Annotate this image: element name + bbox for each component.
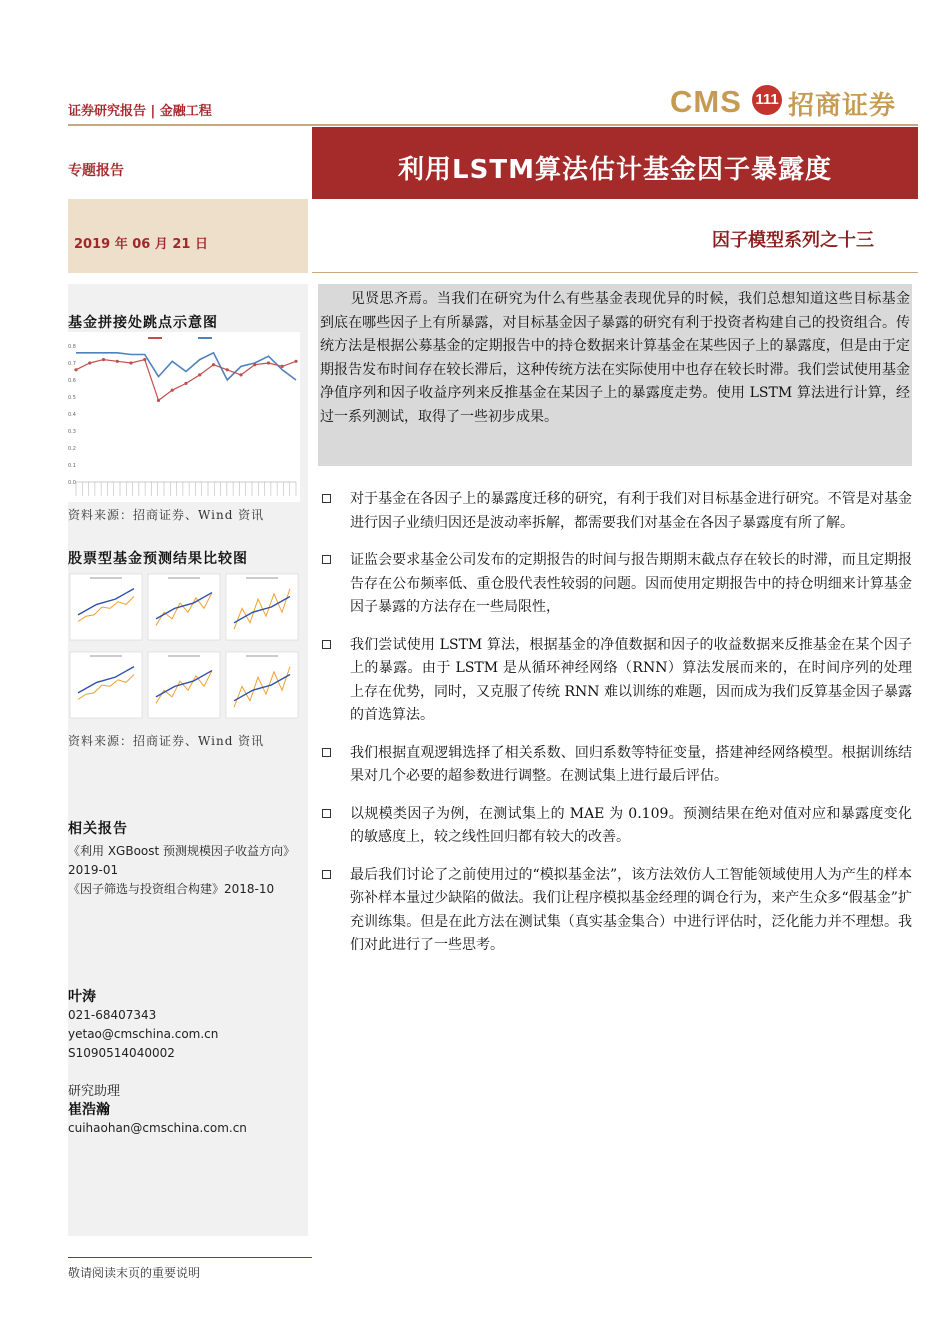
y-tick-label: 0.2 xyxy=(68,446,76,452)
series-point xyxy=(143,358,146,361)
related-report-1[interactable]: 《利用 XGBoost 预测规模因子收益方向》2019-01 xyxy=(68,844,296,877)
series-point xyxy=(157,399,160,402)
report-category: 证券研究报告 | 金融工程 xyxy=(68,104,212,119)
report-date: 2019 年 06 月 21 日 xyxy=(74,237,208,252)
bullet-item xyxy=(318,803,912,850)
chart1-source: 资料来源：招商证券、Wind 资讯 xyxy=(68,508,265,522)
panel-frame xyxy=(70,652,142,718)
y-tick-label: 0.6 xyxy=(68,378,76,384)
series-subtitle: 因子模型系列之十三 xyxy=(712,230,874,251)
analyst-name: 叶涛 xyxy=(68,989,96,1005)
title-banner xyxy=(312,127,918,199)
logo-badge-icon: 111 xyxy=(752,85,782,115)
bullet-text: 我们尝试使用 LSTM 算法，根据基金的净值数据和因子的收益数据来反推基金在某个因子上的暴露。由于 LSTM 是从循环神经网络（RNN）算法发展而来的，在时间序列的处理上存在优势，同时，又克服了传统 RNN 难以训练的难题，因而成为我们反算基金因子暴露的首选算法。 xyxy=(350,636,912,723)
header-divider xyxy=(68,124,918,126)
footer-divider xyxy=(68,1257,312,1258)
analyst-email[interactable]: yetao@cmschina.com.cn xyxy=(68,1027,219,1041)
assistant-title: 研究助理 xyxy=(68,1084,121,1099)
report-type-label: 专题报告 xyxy=(68,163,124,179)
series-point xyxy=(226,368,229,371)
bullet-item xyxy=(318,634,912,728)
series-point xyxy=(253,363,256,366)
prediction-panel xyxy=(226,652,298,718)
bullet-text: 最后我们讨论了之前使用过的“模拟基金法”，该方法效仿人工智能领域使用人为产生的样本弥补样本量过少缺陷的做法。我们让程序模拟基金经理的调仓行为，来产生众多“假基金”扩充训练集。但是在此方法在测试集（真实基金集合）中进行评估时，泛化能力并不理想。我们对此进行了一些思考。 xyxy=(350,866,912,953)
chart2-source: 资料来源：招商证券、Wind 资讯 xyxy=(68,734,265,748)
cms-logo xyxy=(668,82,918,120)
assistant-name: 崔浩瀚 xyxy=(68,1102,110,1118)
assistant-email[interactable]: cuihaohan@cmschina.com.cn xyxy=(68,1121,247,1135)
series-point xyxy=(281,365,284,368)
bullet-text: 证监会要求基金公司发布的定期报告的时间与报告期期末截点存在较长的时滞，而且定期报告存在公布频率低、重仓股代表性较弱的问题。因而使用定期报告中的持仓明细来计算基金因子暴露的方法存在一些局限性， xyxy=(350,552,912,615)
footer-note: 敬请阅读末页的重要说明 xyxy=(68,1266,201,1280)
bullet-item xyxy=(318,864,912,958)
checkbox-square-icon xyxy=(322,494,331,503)
y-tick-label: 0.5 xyxy=(68,395,76,401)
panel-frame xyxy=(70,574,142,640)
sidebar xyxy=(68,284,308,1236)
series-point xyxy=(171,389,174,392)
bullet-text: 以规模类因子为例，在测试集上的 MAE 为 0.109。预测结果在绝对值对应和暴露度变化的敏感度上，较之线性回归都有较大的改善。 xyxy=(350,805,912,845)
bullet-item xyxy=(318,742,912,789)
y-tick-label: 0.1 xyxy=(68,463,76,469)
checkbox-square-icon xyxy=(322,870,331,879)
prediction-panel xyxy=(148,652,220,718)
prediction-panel xyxy=(226,574,298,640)
subtitle-divider xyxy=(312,272,918,273)
bullet-item xyxy=(318,549,912,620)
bullet-list xyxy=(318,488,912,972)
bullet-text: 我们根据直观逻辑选择了相关系数、回归系数等特征变量，搭建神经网络模型。根据训练结果对几个必要的超参数进行调整。在测试集上进行最后评估。 xyxy=(350,744,912,784)
y-tick-label: 0.3 xyxy=(68,429,76,435)
series-point xyxy=(198,373,201,376)
analyst-cert: S1090514040002 xyxy=(68,1046,175,1060)
checkbox-square-icon xyxy=(322,640,331,649)
series-point xyxy=(184,382,187,385)
analyst-phone: 021-68407343 xyxy=(68,1008,157,1022)
series-point xyxy=(88,361,91,364)
bullet-text: 对于基金在各因子上的暴露度迁移的研究，有利于我们对目标基金进行研究。不管是对基金进行因子业绩归因还是波动率拆解，都需要我们对基金在各因子暴露度有所了解。 xyxy=(350,491,912,531)
prediction-panel xyxy=(70,652,142,718)
y-tick-label: 0.7 xyxy=(68,361,76,367)
prediction-panel xyxy=(70,574,142,640)
series-point xyxy=(294,360,297,363)
related-report-2[interactable]: 《因子筛选与投资组合构建》2018-10 xyxy=(68,882,275,896)
checkbox-square-icon xyxy=(322,809,331,818)
checkbox-square-icon xyxy=(322,555,331,564)
series-point xyxy=(74,368,77,371)
chart2-title: 股票型基金预测结果比较图 xyxy=(68,551,248,567)
summary-box xyxy=(318,284,912,466)
series-point xyxy=(116,360,119,363)
series-point xyxy=(212,363,215,366)
series-point xyxy=(102,358,105,361)
date-band xyxy=(68,199,308,273)
checkbox-square-icon xyxy=(322,748,331,757)
y-tick-label: 0.4 xyxy=(68,412,76,418)
report-title: 利用LSTM算法估计基金因子暴露度 xyxy=(398,155,832,185)
logo-latin: CMS xyxy=(670,84,742,119)
related-reports-heading: 相关报告 xyxy=(68,821,128,837)
summary-text: 见贤思齐焉。当我们在研究为什么有些基金表现优异的时候，我们总想知道这些目标基金到底在哪些因子上有所暴露，对目标基金因子暴露的研究有利于投资者构建自己的投资组合。传统方法是根据公募基金的定期报告中的持仓数据来计算基金在某些因子上的暴露度，但是由于定期报告发布时间存在较长滞后，这种传统方法在实际使用中也存在较长时滞。我们尝试使用基金净值序列和因子收益序列来反推基金在某因子上的暴露度走势。使用 LSTM 算法进行计算，经过一系列测试，取得了一些初步成果。 xyxy=(320,291,910,425)
series-point xyxy=(129,361,132,364)
chart1-title: 基金拼接处跳点示意图 xyxy=(68,315,218,331)
chart-equity-fund-prediction xyxy=(68,570,300,722)
series-point xyxy=(239,373,242,376)
prediction-panel xyxy=(148,574,220,640)
bullet-item xyxy=(318,488,912,535)
chart-fund-splice-jump xyxy=(68,332,300,502)
series-point xyxy=(267,361,270,364)
y-tick-label: 0.8 xyxy=(68,344,76,350)
y-tick-label: 0.0 xyxy=(68,480,76,486)
logo-chinese: 招商证券 xyxy=(788,91,897,121)
